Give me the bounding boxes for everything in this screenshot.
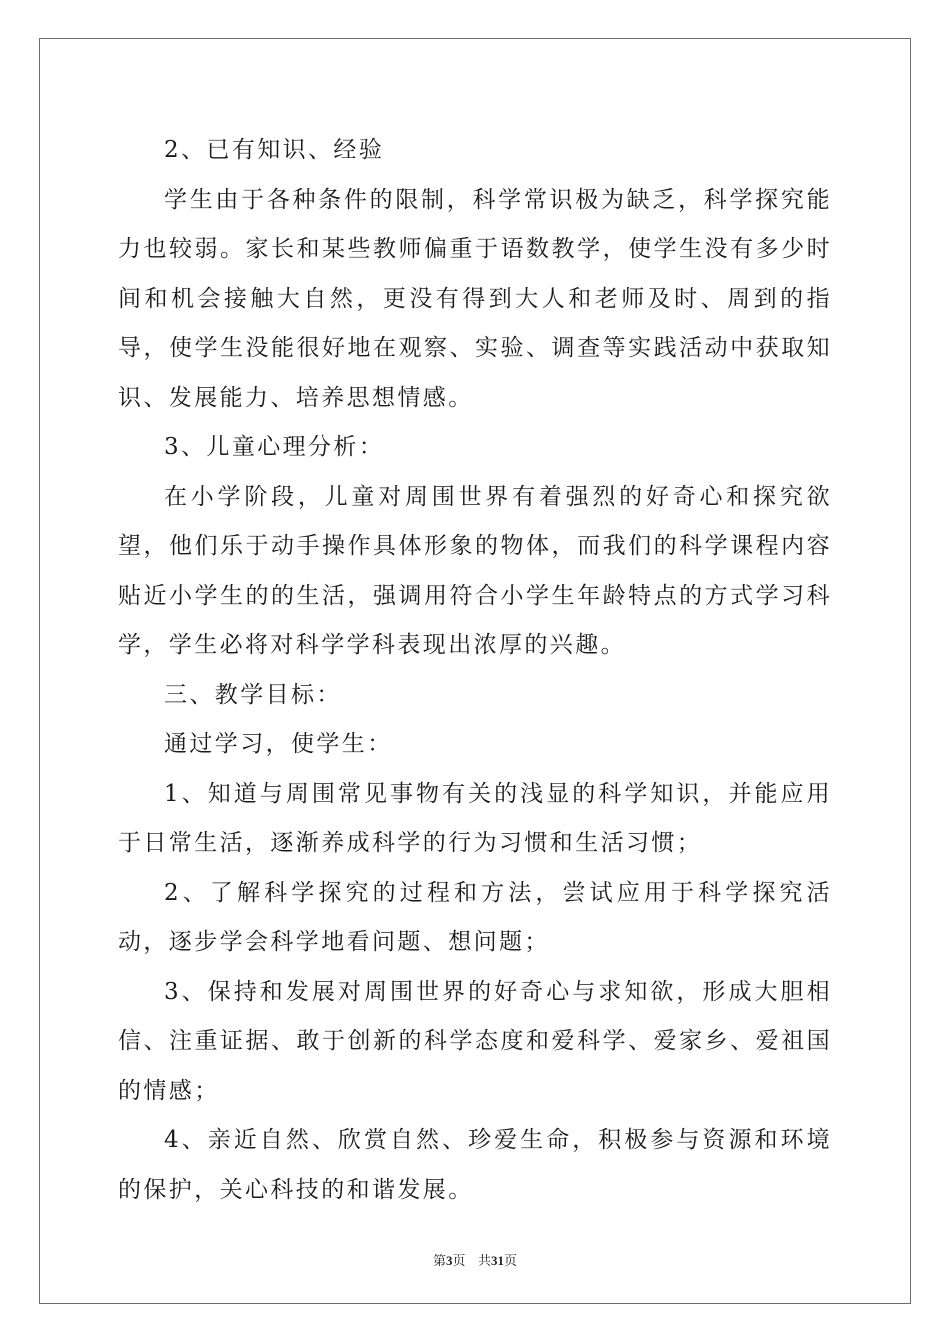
document-body [118, 126, 832, 1215]
current-page-number: 3 [446, 1253, 453, 1268]
heading-prior-knowledge: 2、已有知识、经验 [164, 137, 385, 163]
heading-child-psychology: 3、儿童心理分析： [164, 434, 385, 460]
paragraph-prior-knowledge: 学生由于各种条件的限制，科学常识极为缺乏，科学探究能力也较弱。家长和某些教师偏重于语数教学，使学生没有多少时间和机会接触大自然，更没有得到大人和老师及时、周到的指导，使学生没能很好地在观察、实验、调查等实践活动中获取知识、发展能力、培养思想情感。 [118, 186, 832, 411]
heading-teaching-goals: 三、教学目标： [164, 681, 342, 708]
footer-middle: 页 共 [452, 1254, 491, 1269]
page-footer [0, 1250, 950, 1269]
goal-item-4: 4、亲近自然、欣赏自然、珍爱生命，积极参与资源和环境的保护，关心科技的和谐发展。 [118, 1127, 832, 1203]
goal-item-1: 1、知道与周围常见事物有关的浅显的科学知识，并能应用于日常生活，逐渐养成科学的行为习惯和生活习惯； [118, 780, 832, 856]
paragraph-goals-intro: 通过学习，使学生： [164, 731, 393, 757]
goal-item-3: 3、保持和发展对周围世界的好奇心与求知欲，形成大胆相信、注重证据、敢于创新的科学态度和爱科学、爱家乡、爱祖国的情感； [118, 978, 832, 1104]
footer-suffix: 页 [503, 1254, 517, 1269]
paragraph-child-psychology: 在小学阶段，儿童对周围世界有着强烈的好奇心和探究欲望，他们乐于动手操作具体形象的物体，而我们的科学课程内容贴近小学生的的生活，强调用符合小学生年龄特点的方式学习科学，学生必将对科学学科表现出浓厚的兴趣。 [118, 483, 832, 658]
goal-item-2: 2、了解科学探究的过程和方法，尝试应用于科学探究活动，逐步学会科学地看问题、想问题； [118, 879, 832, 955]
total-page-number: 31 [490, 1253, 504, 1268]
footer-prefix: 第 [433, 1254, 447, 1269]
